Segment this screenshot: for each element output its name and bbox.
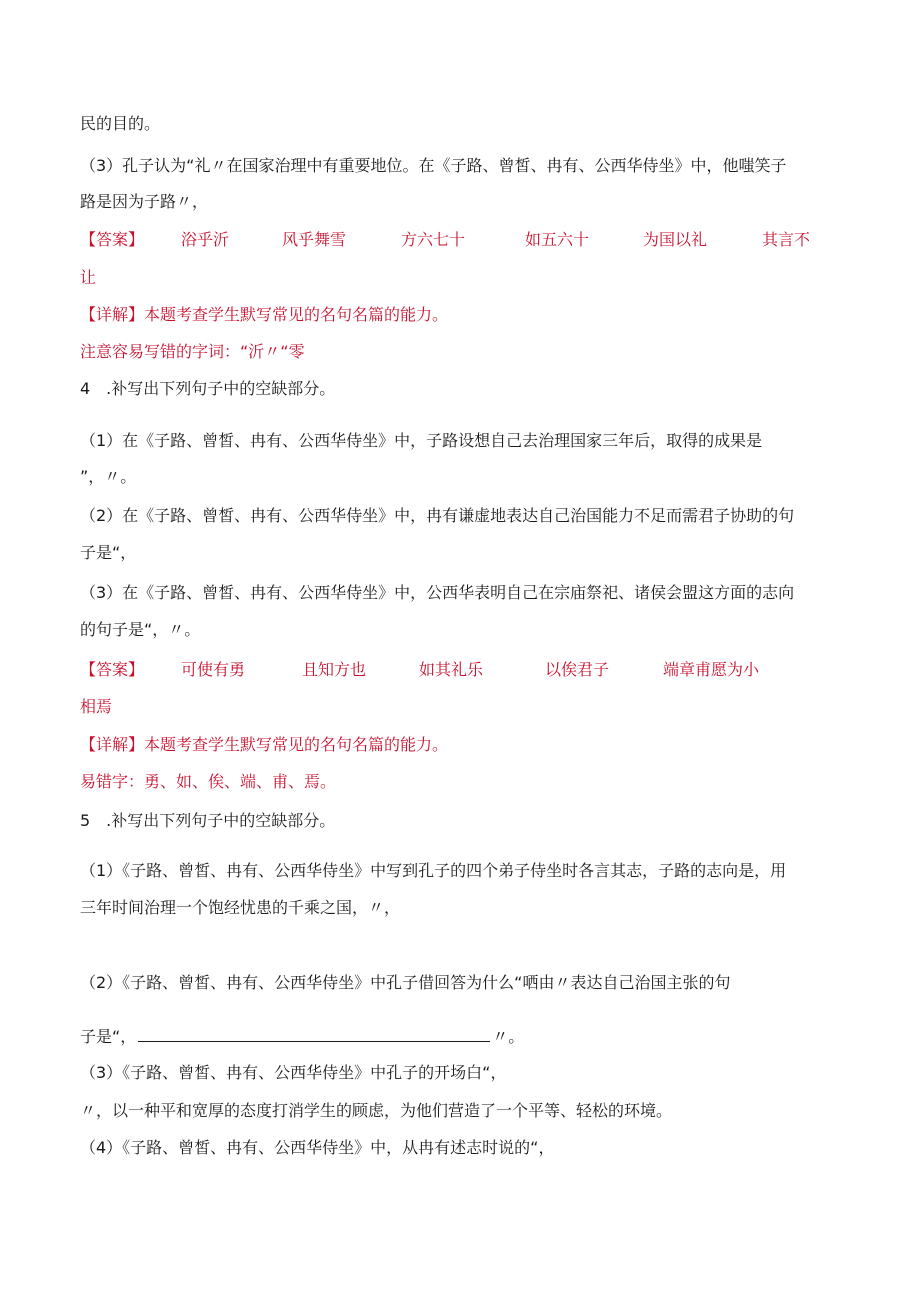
detail-text: 本题考查学生默写常见的名句名篇的能力。 [144,735,449,754]
detail-label: 【详解】 [80,305,145,324]
text-line: 路是因为子路〃， [80,192,209,211]
text-line: （1）在《子路、曾皙、冉有、公西华侍坐》中，子路设想自己去治理国家三年后，取得的成果是 [80,431,763,450]
text-line: 的句子是“，〃。 [80,620,201,639]
answer-label: 【答案】 [80,230,145,249]
answer-continuation: 相焉 [80,697,113,716]
answer-item: 浴乎沂 [181,230,230,249]
question-5-heading: 5 .补写出下列句子中的空缺部分。 [80,811,336,830]
detail-line [80,734,448,756]
text-line: 子是“， [80,543,137,562]
detail-note: 注意容易写错的字词：“沂〃“零 [80,342,305,361]
answer-item: 为国以礼 [643,230,708,249]
question-3-text: （3）孔子认为“礼〃在国家治理中有重要地位。在《子路、曾皙、冉有、公西华侍坐》中，他嗤笑子 [80,156,787,175]
answer-item: 方六七十 [401,230,466,249]
answer-blank [138,1025,490,1042]
text-line: （1）《子路、曾皙、冉有、公西华侍坐》中写到孔子的四个弟子侍坐时各言其志，子路的志向是，用 [80,861,787,880]
text-line: （2）《子路、曾皙、冉有、公西华侍坐》中孔子借回答为什么“哂由〃表达自己治国主张的句 [80,973,731,992]
answer-item: 以俟君子 [545,660,610,679]
question-4-heading: 4 .补写出下列句子中的空缺部分。 [80,379,336,398]
answer-item: 如其礼乐 [419,660,484,679]
text-line: （4）《子路、曾皙、冉有、公西华侍坐》中，从冉有述志时说的“， [80,1138,555,1157]
detail-line [80,304,448,326]
answer-continuation: 让 [80,268,97,287]
answer-item: 可使有勇 [181,660,246,679]
text-line: （2）在《子路、曾皙、冉有、公西华侍坐》中，冉有谦虚地表达自己治国能力不足而需君子协助的句 [80,506,795,525]
detail-note: 易错字：勇、如、俟、端、甫、焉。 [80,772,337,791]
answer-item: 如五六十 [525,230,590,249]
answer-item: 且知方也 [302,660,367,679]
fill-blank-line [80,1025,524,1048]
text-line: 三年时间治理一个饱经忧患的千乘之国，〃， [80,898,401,917]
text-segment: 子是“， [80,1027,137,1046]
text-line: （3）在《子路、曾皙、冉有、公西华侍坐》中，公西华表明自己在宗庙祭祀、诸侯会盟这方面的志向 [80,583,795,602]
answer-item: 端章甫愿为小 [663,660,760,679]
text-line: 〃，以一种平和宽厚的态度打消学生的顾虑，为他们营造了一个平等、轻松的环境。 [80,1101,673,1120]
answer-item: 其言不 [762,230,811,249]
answer-label: 【答案】 [80,660,145,679]
text-line: 民的目的。 [80,114,161,133]
text-segment: 〃。 [492,1027,525,1046]
text-line: ”，〃。 [80,467,137,486]
answer-item: 风乎舞雪 [282,230,347,249]
detail-label: 【详解】 [80,735,145,754]
text-line: （3）《子路、曾皙、冉有、公西华侍坐》中孔子的开场白“， [80,1063,507,1082]
detail-text: 本题考查学生默写常见的名句名篇的能力。 [144,305,449,324]
